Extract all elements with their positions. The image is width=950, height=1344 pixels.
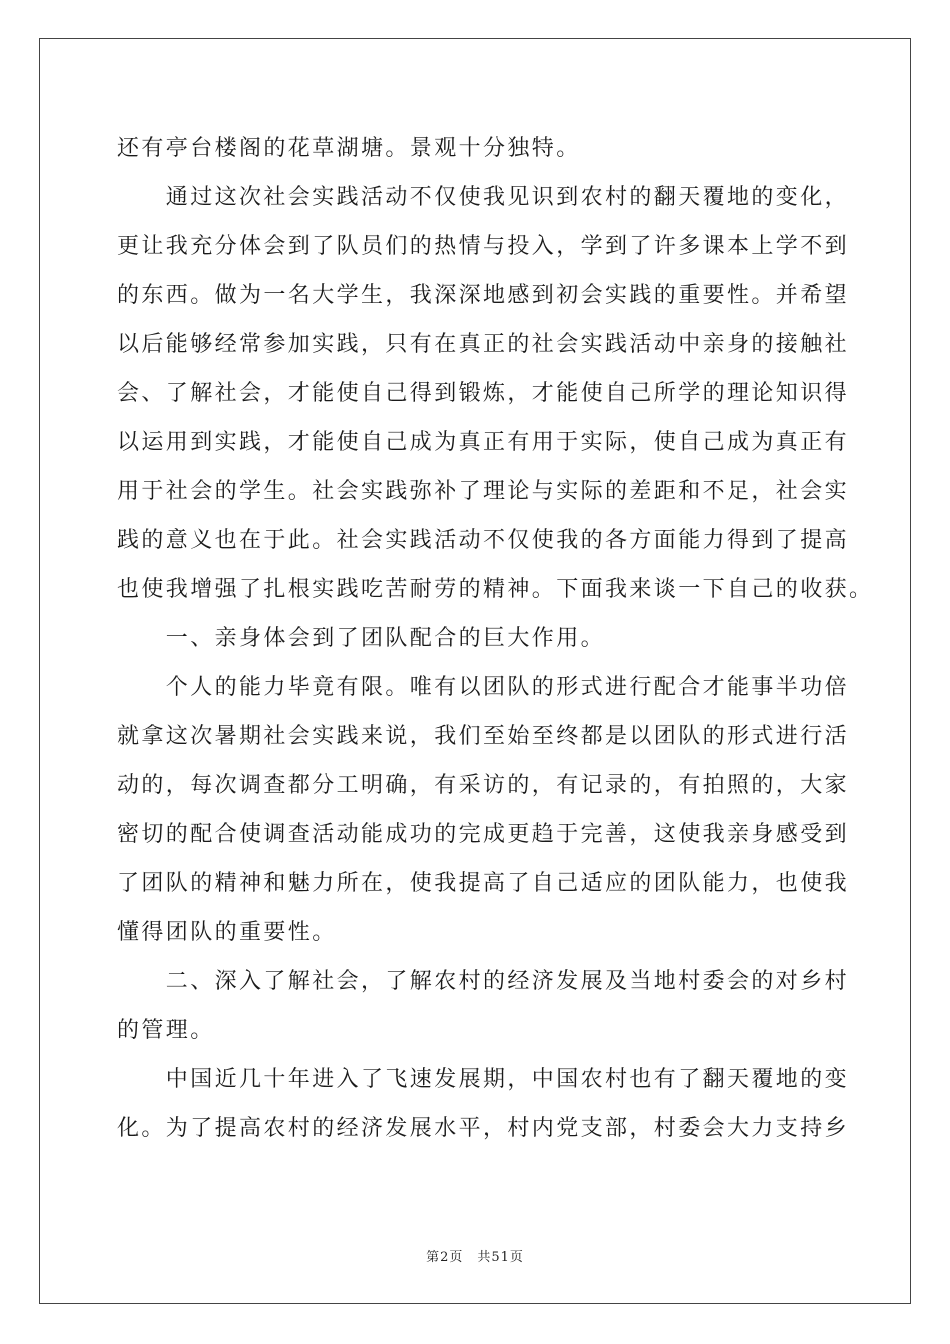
text-line: 的东西。做为一名大学生，我深深地感到初会实践的重要性。并希望 bbox=[117, 283, 850, 308]
text-line: 了团队的精神和魅力所在，使我提高了自己适应的团队能力，也使我 bbox=[117, 871, 850, 896]
section-heading: 一、亲身体会到了团队配合的巨大作用。 bbox=[117, 626, 606, 651]
text-line: 还有亭台楼阁的花草湖塘。景观十分独特。 bbox=[117, 136, 581, 161]
text-line: 践的意义也在于此。社会实践活动不仅使我的各方面能力得到了提高 bbox=[117, 528, 850, 553]
text-line: 个人的能力毕竟有限。唯有以团队的形式进行配合才能事半功倍 bbox=[117, 675, 850, 700]
text-line: 中国近几十年进入了飞速发展期，中国农村也有了翻天覆地的变 bbox=[117, 1067, 850, 1092]
text-line: 动的，每次调查都分工明确，有采访的，有记录的，有拍照的，大家 bbox=[117, 773, 850, 798]
text-line: 化。为了提高农村的经济发展水平，村内党支部，村委会大力支持乡 bbox=[117, 1116, 850, 1141]
text-line: 以运用到实践，才能使自己成为真正有用于实际，使自己成为真正有 bbox=[117, 430, 850, 455]
text-line: 密切的配合使调查活动能成功的完成更趋于完善，这使我亲身感受到 bbox=[117, 822, 850, 847]
text-line: 会、了解社会，才能使自己得到锻炼，才能使自己所学的理论知识得 bbox=[117, 381, 850, 406]
section-heading: 二、深入了解社会，了解农村的经济发展及当地村委会的对乡村 bbox=[117, 969, 850, 994]
text-line: 通过这次社会实践活动不仅使我见识到农村的翻天覆地的变化， bbox=[117, 185, 850, 210]
text-line: 懂得团队的重要性。 bbox=[117, 920, 337, 945]
text-line: 用于社会的学生。社会实践弥补了理论与实际的差距和不足，社会实 bbox=[117, 479, 850, 504]
text-line: 更让我充分体会到了队员们的热情与投入，学到了许多课本上学不到 bbox=[117, 234, 850, 259]
page-number: 第2页 共51页 bbox=[426, 1250, 524, 1265]
document-body bbox=[117, 124, 874, 1153]
text-line: 就拿这次暑期社会实践来说，我们至始至终都是以团队的形式进行活 bbox=[117, 724, 850, 749]
section-heading: 的管理。 bbox=[117, 1018, 215, 1043]
text-line: 也使我增强了扎根实践吃苦耐劳的精神。下面我来谈一下自己的收获。 bbox=[117, 577, 874, 602]
text-line: 以后能够经常参加实践，只有在真正的社会实践活动中亲身的接触社 bbox=[117, 332, 850, 357]
